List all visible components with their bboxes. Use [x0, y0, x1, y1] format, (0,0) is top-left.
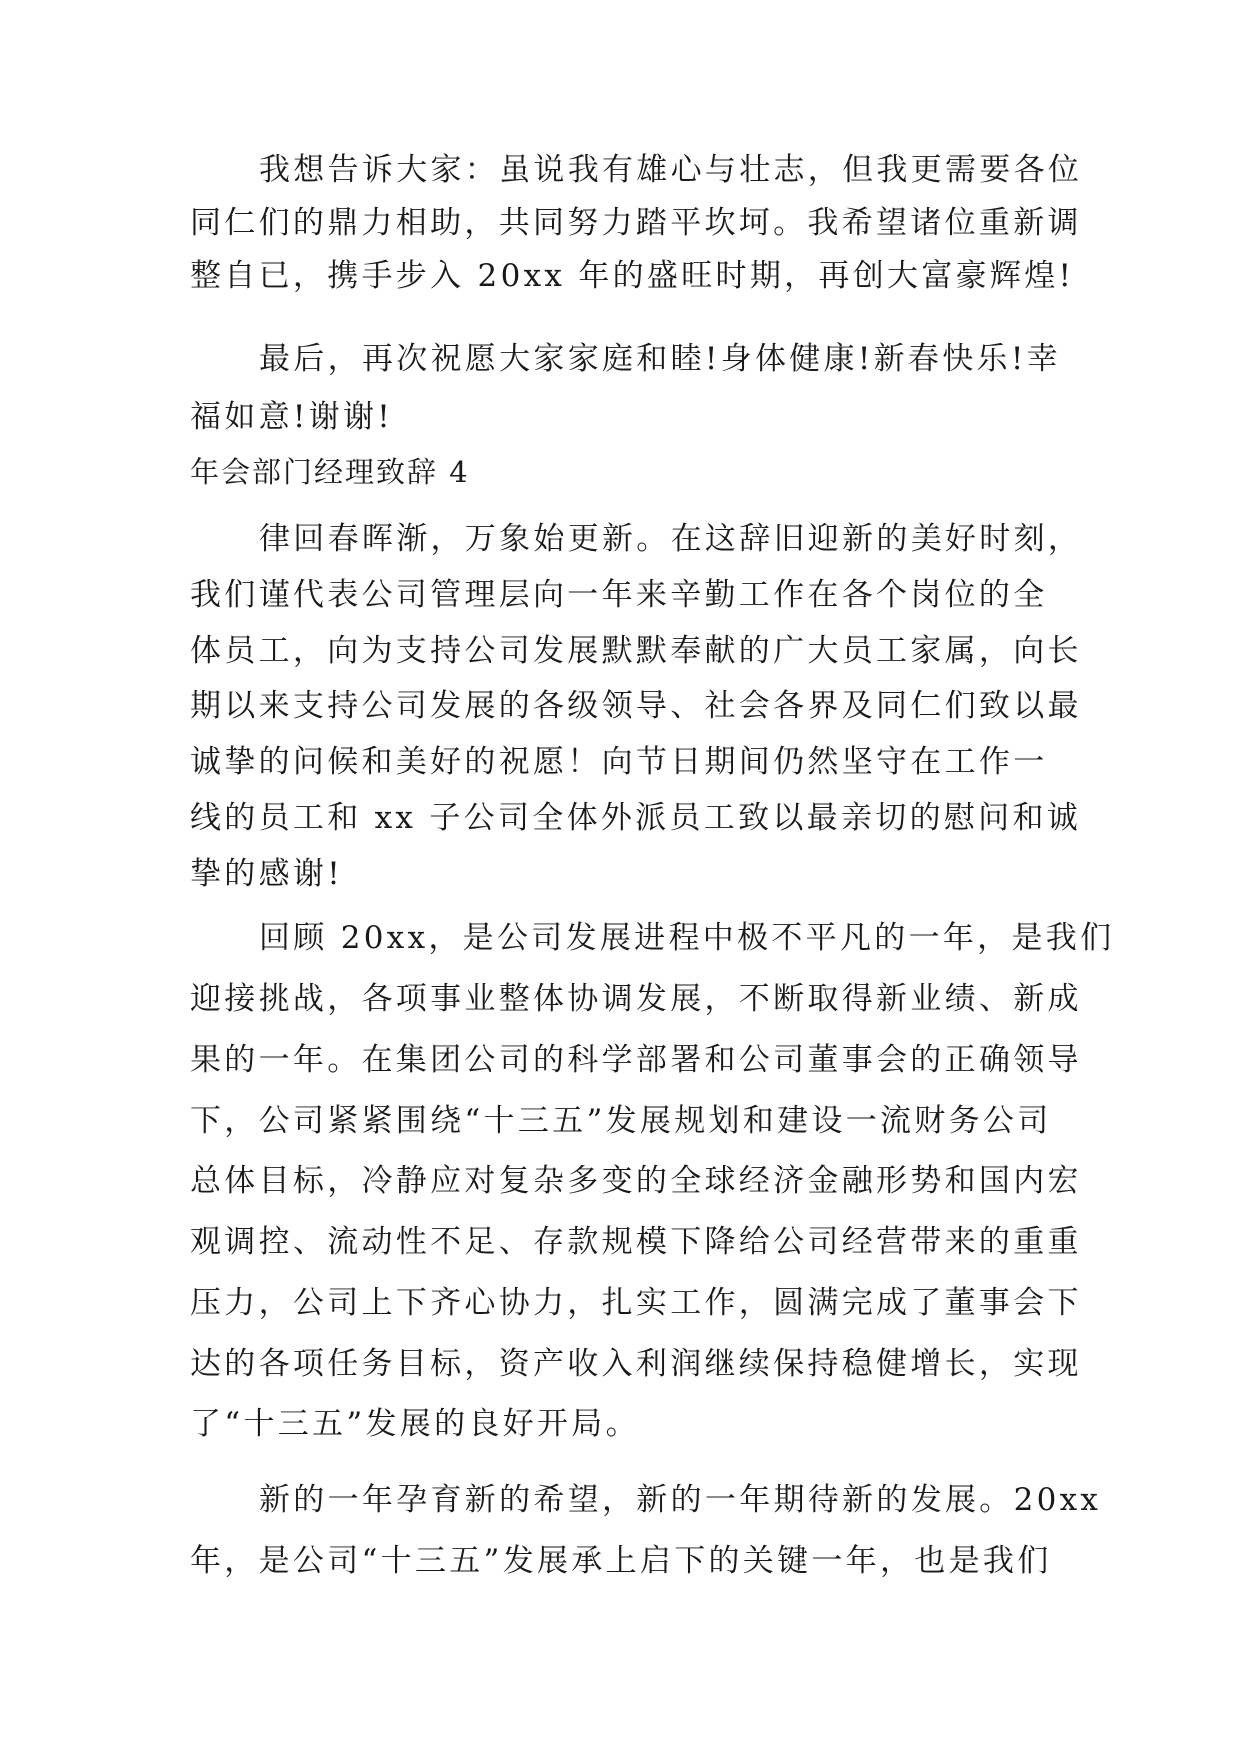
- paragraph-4-line-3: 果的一年。在集团公司的科学部署和公司董事会的正确领导: [190, 1042, 1082, 1078]
- paragraph-3-line-7: 挚的感谢!: [190, 856, 343, 892]
- paragraph-4-line-1: 回顾 20xx，是公司发展进程中极不平凡的一年，是我们: [259, 920, 1115, 956]
- paragraph-4-line-6: 观调控、流动性不足、存款规模下降给公司经营带来的重重: [190, 1224, 1082, 1260]
- paragraph-3-line-2: 我们谨代表公司管理层向一年来辛勤工作在各个岗位的全: [190, 577, 1048, 613]
- paragraph-1-line-2: 同仁们的鼎力相助，共同努力踏平坎坷。我希望诸位重新调: [190, 205, 1082, 241]
- section-heading: 年会部门经理致辞 4: [190, 455, 470, 489]
- paragraph-4-line-4: 下，公司紧紧围绕“十三五”发展规划和建设一流财务公司: [190, 1103, 1052, 1139]
- paragraph-3-line-1: 律回春晖渐，万象始更新。在这辞旧迎新的美好时刻，: [259, 521, 1083, 557]
- paragraph-4-line-8: 达的各项任务目标，资产收入利润继续保持稳健增长，实现: [190, 1346, 1082, 1382]
- paragraph-2-line-2: 福如意!谢谢!: [190, 399, 394, 435]
- paragraph-5-line-2: 年，是公司“十三五”发展承上启下的关键一年，也是我们: [190, 1543, 1052, 1579]
- paragraph-4-line-7: 压力，公司上下齐心协力，扎实工作，圆满完成了董事会下: [190, 1285, 1082, 1321]
- paragraph-3-line-3: 体员工，向为支持公司发展默默奉献的广大员工家属，向长: [190, 633, 1082, 669]
- paragraph-3-line-5: 诚挚的问候和美好的祝愿！向节日期间仍然坚守在工作一: [190, 744, 1048, 780]
- paragraph-2-line-1: 最后，再次祝愿大家家庭和睦!身体健康!新春快乐!幸: [259, 341, 1061, 377]
- paragraph-4-line-5: 总体目标，冷静应对复杂多变的全球经济金融形势和国内宏: [190, 1163, 1082, 1199]
- paragraph-5-line-1: 新的一年孕育新的希望，新的一年期待新的发展。20xx: [259, 1482, 1102, 1518]
- paragraph-3-line-6: 线的员工和 xx 子公司全体外派员工致以最亲切的慰问和诚: [190, 800, 1082, 836]
- paragraph-4-line-9: 了“十三五”发展的良好开局。: [190, 1406, 640, 1442]
- paragraph-1-line-1: 我想告诉大家：虽说我有雄心与壮志，但我更需要各位: [259, 152, 1083, 188]
- paragraph-4-line-2: 迎接挑战，各项事业整体协调发展，不断取得新业绩、新成: [190, 981, 1082, 1017]
- paragraph-3-line-4: 期以来支持公司发展的各级领导、社会各界及同仁们致以最: [190, 688, 1082, 724]
- paragraph-1-line-3: 整自已，携手步入 20xx 年的盛旺时期，再创大富豪辉煌!: [190, 258, 1075, 294]
